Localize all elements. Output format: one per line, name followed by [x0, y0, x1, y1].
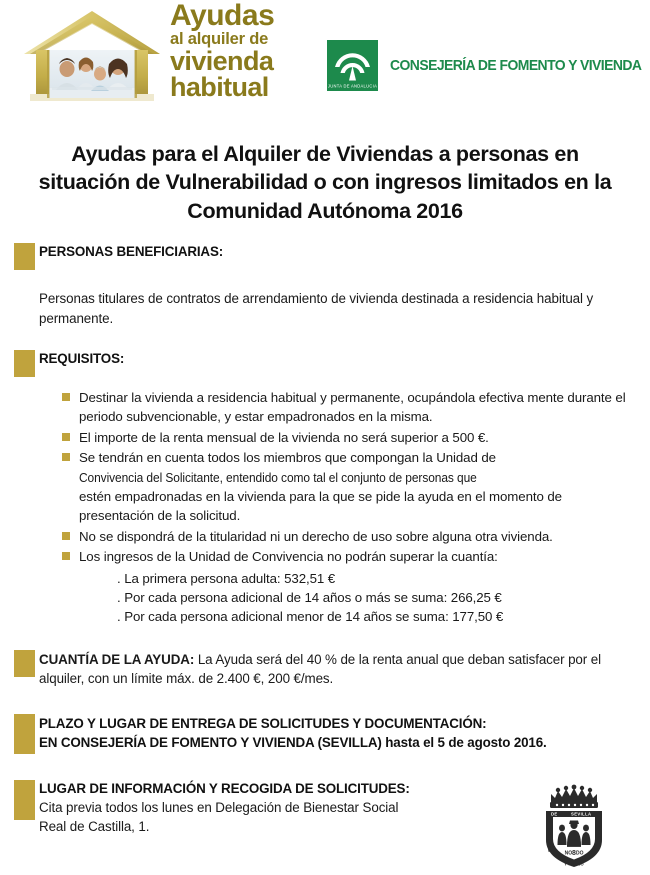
svg-text:JUNTA DE ANDALUCIA: JUNTA DE ANDALUCIA: [327, 83, 378, 89]
list-item-continuation-condensed: Convivencia del Solicitante, entendido como tal el conjunto de personas que: [79, 469, 477, 485]
list-item: El importe de la renta mensual de la vivienda no será superior a 500 €.: [62, 428, 636, 447]
plazo-line-2: EN CONSEJERÍA DE FOMENTO Y VIVIENDA (SEVILLA) hasta el 5 de agosto 2016.: [39, 735, 547, 751]
brand-line-ayudas: Ayudas: [170, 0, 275, 32]
brand-line-vivienda: vivienda: [170, 45, 274, 76]
sub-list-item: . La primera persona adulta: 532,51 €: [117, 570, 336, 586]
section-requisitos: [14, 350, 636, 380]
spacer: [14, 628, 636, 650]
section-text-beneficiarias: Personas titulares de contratos de arrendamiento de vivienda destinada a residencia habitual y permanente.: [39, 291, 594, 326]
section-marker-gold: [14, 650, 35, 677]
section-plazo-y-lugar: [14, 714, 636, 756]
section-marker-gold: [14, 714, 35, 754]
section-text-cuantia: [39, 650, 636, 689]
brand-wordmark: [170, 2, 320, 100]
section-marker-gold: [14, 350, 35, 377]
list-item-lead: Se tendrán en cuenta todos los miembros que compongan la Unidad de: [79, 450, 496, 466]
document-body: [0, 243, 650, 840]
list-item: No se dispondrá de la titularidad ni un derecho de uso sobre alguna otra vivienda.: [62, 527, 636, 546]
svg-text:COLLACION: COLLACION: [546, 828, 552, 852]
spacer: [14, 758, 636, 780]
cuantia-label: CUANTÍA DE LA AYUDA:: [39, 651, 195, 667]
junta-de-andalucia-block: [327, 40, 650, 91]
svg-text:SEVILLA: SEVILLA: [571, 811, 592, 817]
informacion-line-1: Cita previa todos los lunes en Delegación de Bienestar Social: [39, 799, 399, 815]
list-item: [62, 547, 636, 627]
house-with-family-icon: [16, 6, 168, 110]
informacion-heading: LUGAR DE INFORMACIÓN Y RECOGIDA DE SOLICITUDES:: [39, 780, 410, 796]
ayudas-alquiler-logo: [12, 2, 312, 114]
section-heading-requisitos: REQUISITOS:: [39, 351, 125, 366]
spacer: [14, 692, 636, 714]
svg-text:8: 8: [572, 850, 576, 858]
list-item: Destinar la vivienda a residencia habitual y permanente, ocupándola efectiva mente durante el periodo subvencionable, y estar empadronados en la misma.: [62, 388, 636, 427]
section-personas-beneficiarias: [14, 243, 636, 273]
cuantia-text: La Ayuda será del 40 % de la renta anual que deban satisfacer por el alquiler, con un límite máx. de 2.400 €, 200 €/mes.: [39, 651, 601, 687]
spacer: [14, 275, 636, 289]
svg-text:CALLE: CALLE: [597, 825, 602, 839]
svg-text:Y TOLEDO: Y TOLEDO: [564, 862, 584, 867]
svg-text:DO: DO: [576, 850, 584, 857]
informacion-line-2: Real de Castilla, 1.: [39, 819, 150, 834]
section-cuantia-de-la-ayuda: [14, 650, 636, 690]
section-marker-gold: [14, 780, 35, 820]
section-heading-beneficiarias: PERSONAS BENEFICIARIAS:: [39, 244, 224, 260]
cuantia-sub-list: [117, 569, 636, 627]
brand-line-habitual: habitual: [170, 71, 269, 102]
requisitos-bullet-list: [14, 388, 636, 627]
list-item-continuation: estén empadronadas en la vivienda para la que se pide la ayuda en el momento de presentación de la solicitud.: [79, 489, 562, 524]
ayuntamiento-de-sevilla-crest-icon: [538, 782, 610, 870]
page-header: [0, 0, 650, 118]
section-marker-gold: [14, 243, 35, 270]
page-title: Ayudas para el Alquiler de Viviendas a personas en situación de Vulnerabilidad o con ingresos limitados en la Comunidad Autónoma 2016: [38, 142, 612, 223]
list-item: [62, 448, 636, 526]
svg-text:DE: DE: [551, 811, 558, 817]
spacer: [14, 328, 636, 350]
list-item-lead: Los ingresos de la Unidad de Convivencia no podrán superar la cuantía:: [79, 549, 498, 565]
consejeria-caption: CONSEJERÍA DE FOMENTO Y VIVIENDA: [390, 57, 642, 74]
plazo-line-1: PLAZO Y LUGAR DE ENTREGA DE SOLICITUDES Y DOCUMENTACIÓN:: [39, 715, 487, 731]
svg-text:NO: NO: [564, 850, 573, 857]
junta-de-andalucia-logo-icon: [327, 40, 378, 91]
sub-list-item: . Por cada persona adicional menor de 14 años se suma: 177,50 €: [117, 609, 504, 625]
sub-list-item: . Por cada persona adicional de 14 años o más se suma: 266,25 €: [117, 590, 502, 606]
brand-line-al-alquiler-de: al alquiler de: [170, 29, 269, 48]
